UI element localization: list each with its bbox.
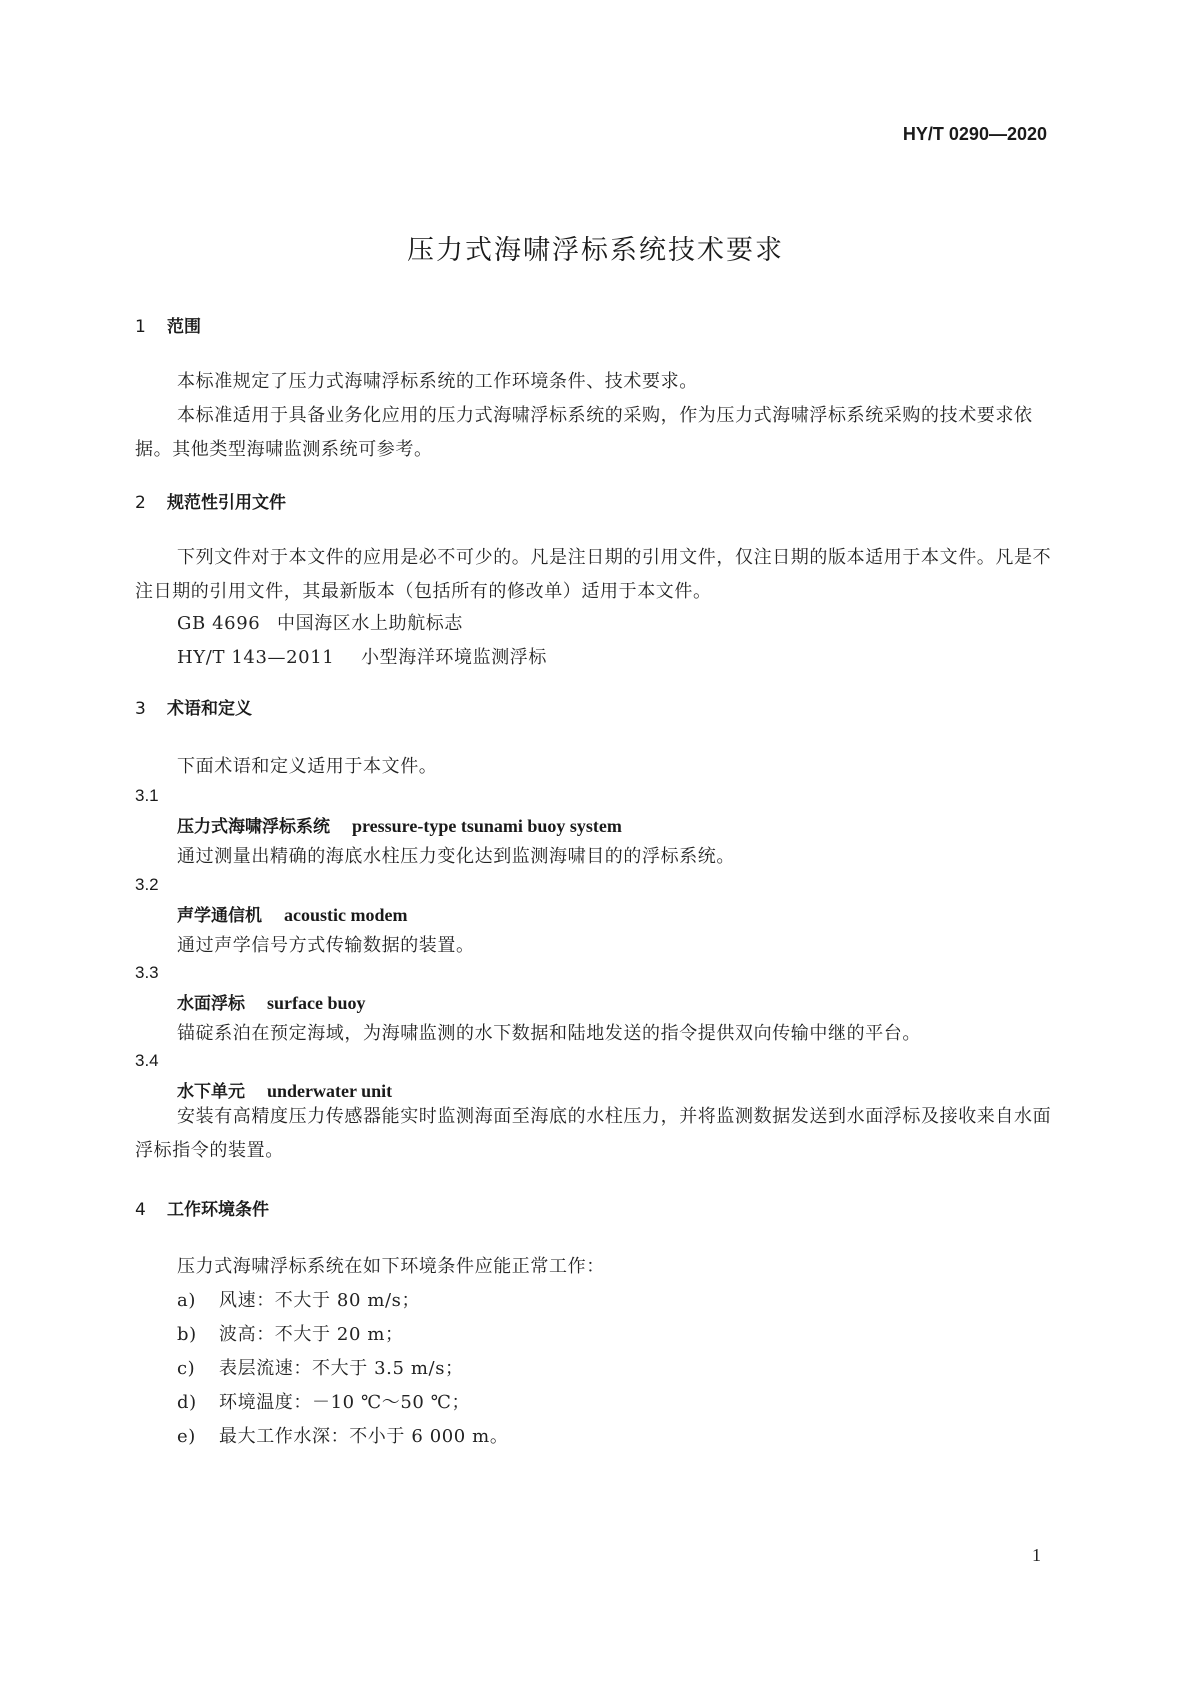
- list-marker: e): [177, 1426, 196, 1447]
- section-heading-terms: [135, 694, 252, 719]
- section-number: 4: [135, 1200, 146, 1220]
- list-text: 表层流速：不大于 3.5 m/s；: [219, 1358, 464, 1379]
- section-number: 3: [135, 699, 146, 719]
- term-name: [177, 989, 366, 1014]
- list-text: 风速：不大于 80 m/s；: [219, 1290, 421, 1311]
- section-title: 范围: [167, 317, 201, 337]
- term-number: 3.4: [135, 1051, 159, 1070]
- section-title: 规范性引用文件: [167, 493, 286, 513]
- list-marker: c): [177, 1358, 196, 1379]
- term-name-zh: 水面浮标: [177, 994, 245, 1014]
- term-name-zh: 声学通信机: [177, 906, 262, 926]
- standard-code: HY/T 0290—2020: [902, 124, 1047, 144]
- term-number: 3.1: [135, 786, 159, 805]
- term-name: [177, 1077, 392, 1102]
- section-title: 术语和定义: [167, 699, 252, 719]
- reference-name: 小型海洋环境监测浮标: [361, 647, 547, 668]
- list-item: [177, 1388, 470, 1414]
- term-name-en: pressure-type tsunami buoy system: [352, 816, 622, 836]
- term-definition: 通过声学信号方式传输数据的装置。: [177, 935, 475, 956]
- section-heading-scope: [135, 312, 201, 337]
- term-definition: 通过测量出精确的海底水柱压力变化达到监测海啸目的的浮标系统。: [177, 846, 735, 867]
- section-number: 2: [135, 493, 146, 513]
- list-item: [177, 1320, 404, 1346]
- list-text: 波高：不大于 20 m；: [219, 1324, 404, 1345]
- list-marker: d): [177, 1392, 197, 1413]
- term-name-zh: 压力式海啸浮标系统: [177, 817, 330, 837]
- page-number: 1: [1032, 1545, 1041, 1565]
- term-number: 3.3: [135, 963, 159, 982]
- reference-item: [177, 609, 463, 635]
- term-name-en: surface buoy: [267, 993, 366, 1013]
- reference-name: 中国海区水上助航标志: [277, 613, 463, 634]
- reference-code: HY/T 143—2011: [177, 647, 335, 668]
- env-intro: 压力式海啸浮标系统在如下环境条件应能正常工作：: [177, 1256, 605, 1277]
- section-heading-refs: [135, 488, 286, 513]
- term-number: 3.2: [135, 875, 159, 894]
- scope-paragraph-2: 本标准适用于具备业务化应用的压力式海啸浮标系统的采购，作为压力式海啸浮标系统采购的技术要求依据。其他类型海啸监测系统可参考。: [135, 405, 1033, 460]
- term-name-en: underwater unit: [267, 1081, 393, 1101]
- list-item: [177, 1422, 508, 1448]
- list-text: 最大工作水深：不小于 6 000 m。: [219, 1426, 509, 1447]
- term-definition: 锚碇系泊在预定海域，为海啸监测的水下数据和陆地发送的指令提供双向传输中继的平台。: [177, 1023, 921, 1044]
- reference-code: GB 4696: [177, 613, 261, 634]
- term-name-en: acoustic modem: [284, 905, 408, 925]
- list-item: [177, 1354, 464, 1380]
- list-marker: b): [177, 1324, 197, 1345]
- terms-intro: 下面术语和定义适用于本文件。: [177, 756, 438, 777]
- section-heading-env: [135, 1195, 269, 1220]
- term-name: [177, 901, 407, 926]
- list-text: 环境温度：－10 ℃～50 ℃；: [219, 1392, 471, 1413]
- term-name: [177, 812, 622, 837]
- refs-intro: 下列文件对于本文件的应用是必不可少的。凡是注日期的引用文件，仅注日期的版本适用于本文件。凡是不注日期的引用文件，其最新版本（包括所有的修改单）适用于本文件。: [135, 547, 1052, 602]
- term-name-zh: 水下单元: [177, 1082, 245, 1102]
- scope-paragraph-1: 本标准规定了压力式海啸浮标系统的工作环境条件、技术要求。: [177, 371, 698, 392]
- list-item: [177, 1286, 420, 1312]
- section-title: 工作环境条件: [167, 1200, 269, 1220]
- section-number: 1: [135, 317, 146, 337]
- document-title: 压力式海啸浮标系统技术要求: [407, 235, 784, 266]
- term-definition: 安装有高精度压力传感器能实时监测海面至海底的水柱压力，并将监测数据发送到水面浮标及接收来自水面浮标指令的装置。: [135, 1106, 1052, 1161]
- reference-item: [177, 643, 547, 669]
- list-marker: a): [177, 1290, 196, 1311]
